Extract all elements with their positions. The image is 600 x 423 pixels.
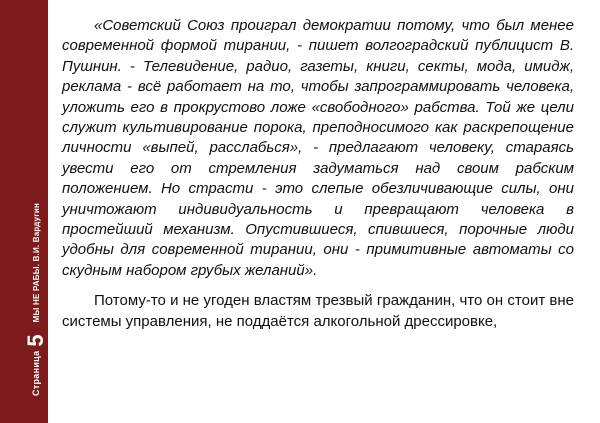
- page-label: Страница: [31, 350, 41, 396]
- page-number: 5: [23, 334, 48, 347]
- quote-paragraph: «Советский Союз проиграл демократии потому, что был менее современной формой тирании, - пишет волгоградский публицист В. Пушнин. - Телевидение, радио, газеты, книги, секты, мода, имидж, реклама - всё работает на то, чтобы запрограммировать человека, уложить его в прокрустово ложе «свободного» рабства. Той же цели служит культивирование порока, преподносимого как раскрепощение личности «выпей, расслабься», - предлагают человеку, стараясь увести его от стремления задуматься над своим рабским положением. Но страсти - это слепые обезличивающие силы, они уничтожают индивидуальность и превращают человека в простейший механизм. Опустившиеся, спившиеся, порочные люди удобны для современной тирании, они - примитивные автоматы со скудным набором грубых желаний».: [62, 17, 574, 279]
- page-body: [62, 16, 574, 332]
- page-sidebar: [0, 0, 48, 423]
- book-title: МЫ НЕ РАБЫ. В.И. Вардугин: [31, 203, 41, 323]
- body-paragraph: Потому-то и не угоден властям трезвый гражданин, что он стоит вне системы управления, не поддаётся алкогольной дрессировке,: [62, 292, 574, 330]
- sidebar-caption: [24, 203, 48, 396]
